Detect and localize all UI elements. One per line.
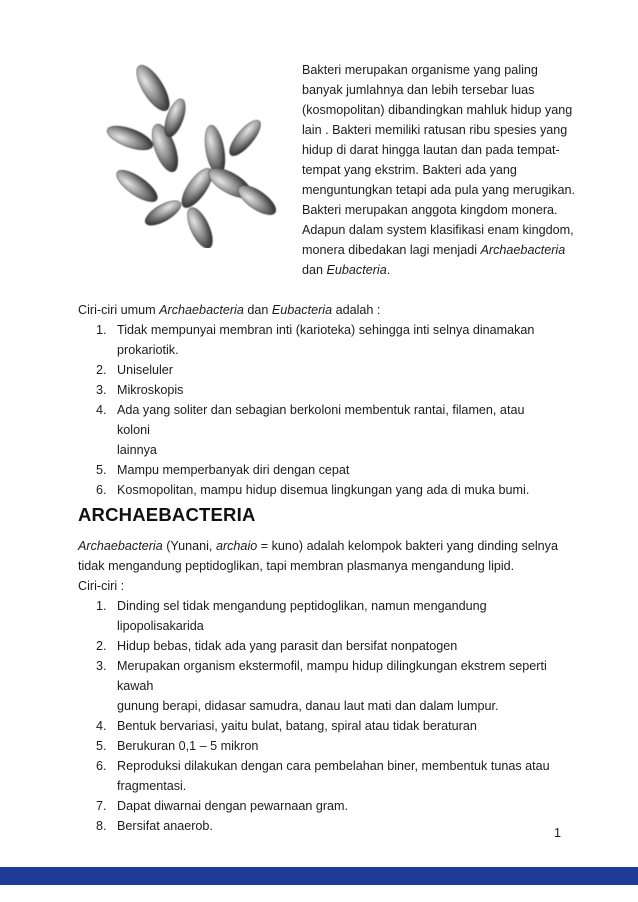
list-number: 1.: [96, 323, 107, 337]
list-text: fragmentasi.: [117, 779, 187, 793]
page-number: 1: [553, 826, 561, 840]
list-number: 2.: [96, 363, 107, 377]
list-text: Bersifat anaerob.: [117, 819, 213, 833]
list-number: 6.: [96, 759, 107, 773]
lead-text: adalah :: [332, 303, 381, 317]
list-number: 8.: [96, 819, 107, 833]
list-number: 4.: [96, 403, 107, 417]
list-item: [96, 360, 556, 380]
list-text: Berukuran 0,1 – 5 mikron: [117, 739, 259, 753]
list-item: [96, 816, 566, 836]
list-number: 3.: [96, 659, 107, 673]
archaebacteria-paragraph: [78, 536, 568, 596]
para-text: (Yunani,: [162, 539, 216, 553]
list-text: Mikroskopis: [117, 383, 184, 397]
list-item: [96, 400, 556, 460]
archaebacteria-characteristics-list: [96, 596, 566, 836]
list-text: Mampu memperbanyak diri dengan cepat: [117, 463, 350, 477]
list-text: Bentuk bervariasi, yaitu bulat, batang, spiral atau tidak beraturan: [117, 719, 477, 733]
lead-text: Ciri-ciri umum: [78, 303, 160, 317]
intro-text: Bakteri merupakan organisme yang paling banyak jumlahnya dan lebih tersebar luas (kosmopolitan) dibandingkan mahluk hidup yang lain . Bakteri memiliki ratusan ribu spesies yang hidup di darat hingga lautan dan pada tempat-tempat yang ekstrim. Bakteri ada yang menguntungkan tetapi ada pula yang merugikan. Bakteri merupakan anggota kingdom monera. Adapun dalam system klasifikasi enam kingdom, monera dibedakan lagi menjadi: [302, 63, 576, 257]
definition-text: [78, 536, 568, 576]
list-item: [96, 596, 566, 636]
list-number: 2.: [96, 639, 107, 653]
term-archaio: archaio: [215, 539, 258, 553]
list-number: 3.: [96, 383, 107, 397]
list-item: [96, 656, 566, 716]
list-text: Tidak mempunyai membran inti (karioteka) sehingga inti selnya dinamakan: [117, 323, 535, 337]
list-number: 4.: [96, 719, 107, 733]
list-text: Kosmopolitan, mampu hidup disemua lingkungan yang ada di muka bumi.: [117, 483, 530, 497]
characteristics-subtitle: Ciri-ciri :: [78, 579, 125, 593]
list-text: gunung berapi, didasar samudra, danau laut mati dan dalam lumpur.: [117, 699, 499, 713]
intro-paragraph: [302, 60, 582, 280]
para-text: = kuno) adalah kelompok bakteri yang dinding selnya tidak mengandung peptidoglikan, tapi membran plasmanya mengandung lipid.: [78, 539, 558, 573]
list-text: Uniseluler: [117, 363, 173, 377]
list-item: [96, 320, 556, 360]
term-archaebacteria: Archaebacteria: [480, 243, 566, 257]
list-text: prokariotik.: [117, 343, 179, 357]
term-eubacteria: Eubacteria: [326, 263, 387, 277]
intro-text: .: [386, 263, 391, 277]
list-text: Reproduksi dilakukan dengan cara pembelahan biner, membentuk tunas atau: [117, 759, 550, 773]
list-item: [96, 796, 566, 816]
term-archaebacteria: Archaebacteria: [78, 539, 163, 553]
section1-lead: [78, 300, 380, 320]
lead-text: dan: [243, 303, 272, 317]
list-item: [96, 756, 566, 796]
list-number: 7.: [96, 799, 107, 813]
bacteria-illustration: [105, 58, 285, 248]
footer-margin: [0, 885, 638, 902]
intro-text: dan: [302, 263, 327, 277]
list-item: [96, 636, 566, 656]
list-item: [96, 380, 556, 400]
list-number: 5.: [96, 463, 107, 477]
list-text: lainnya: [117, 443, 157, 457]
list-item: [96, 716, 566, 736]
footer-bar: [0, 867, 638, 885]
list-text: Dinding sel tidak mengandung peptidoglikan, namun mengandung lipopolisakarida: [117, 599, 487, 633]
list-number: 5.: [96, 739, 107, 753]
list-item: [96, 480, 556, 500]
list-text: Merupakan organism ekstermofil, mampu hidup dilingkungan ekstrem seperti kawah: [117, 659, 547, 693]
list-number: 1.: [96, 599, 107, 613]
list-item: [96, 736, 566, 756]
section-heading: ARCHAEBACTERIA: [78, 504, 256, 525]
list-text: Hidup bebas, tidak ada yang parasit dan bersifat nonpatogen: [117, 639, 458, 653]
term-archaebacteria: Archaebacteria: [159, 303, 244, 317]
list-item: [96, 460, 556, 480]
term-eubacteria: Eubacteria: [271, 303, 333, 317]
general-characteristics-list: [96, 320, 556, 500]
list-text: Ada yang soliter dan sebagian berkoloni membentuk rantai, filamen, atau koloni: [117, 403, 525, 437]
list-text: Dapat diwarnai dengan pewarnaan gram.: [117, 799, 349, 813]
list-number: 6.: [96, 483, 107, 497]
